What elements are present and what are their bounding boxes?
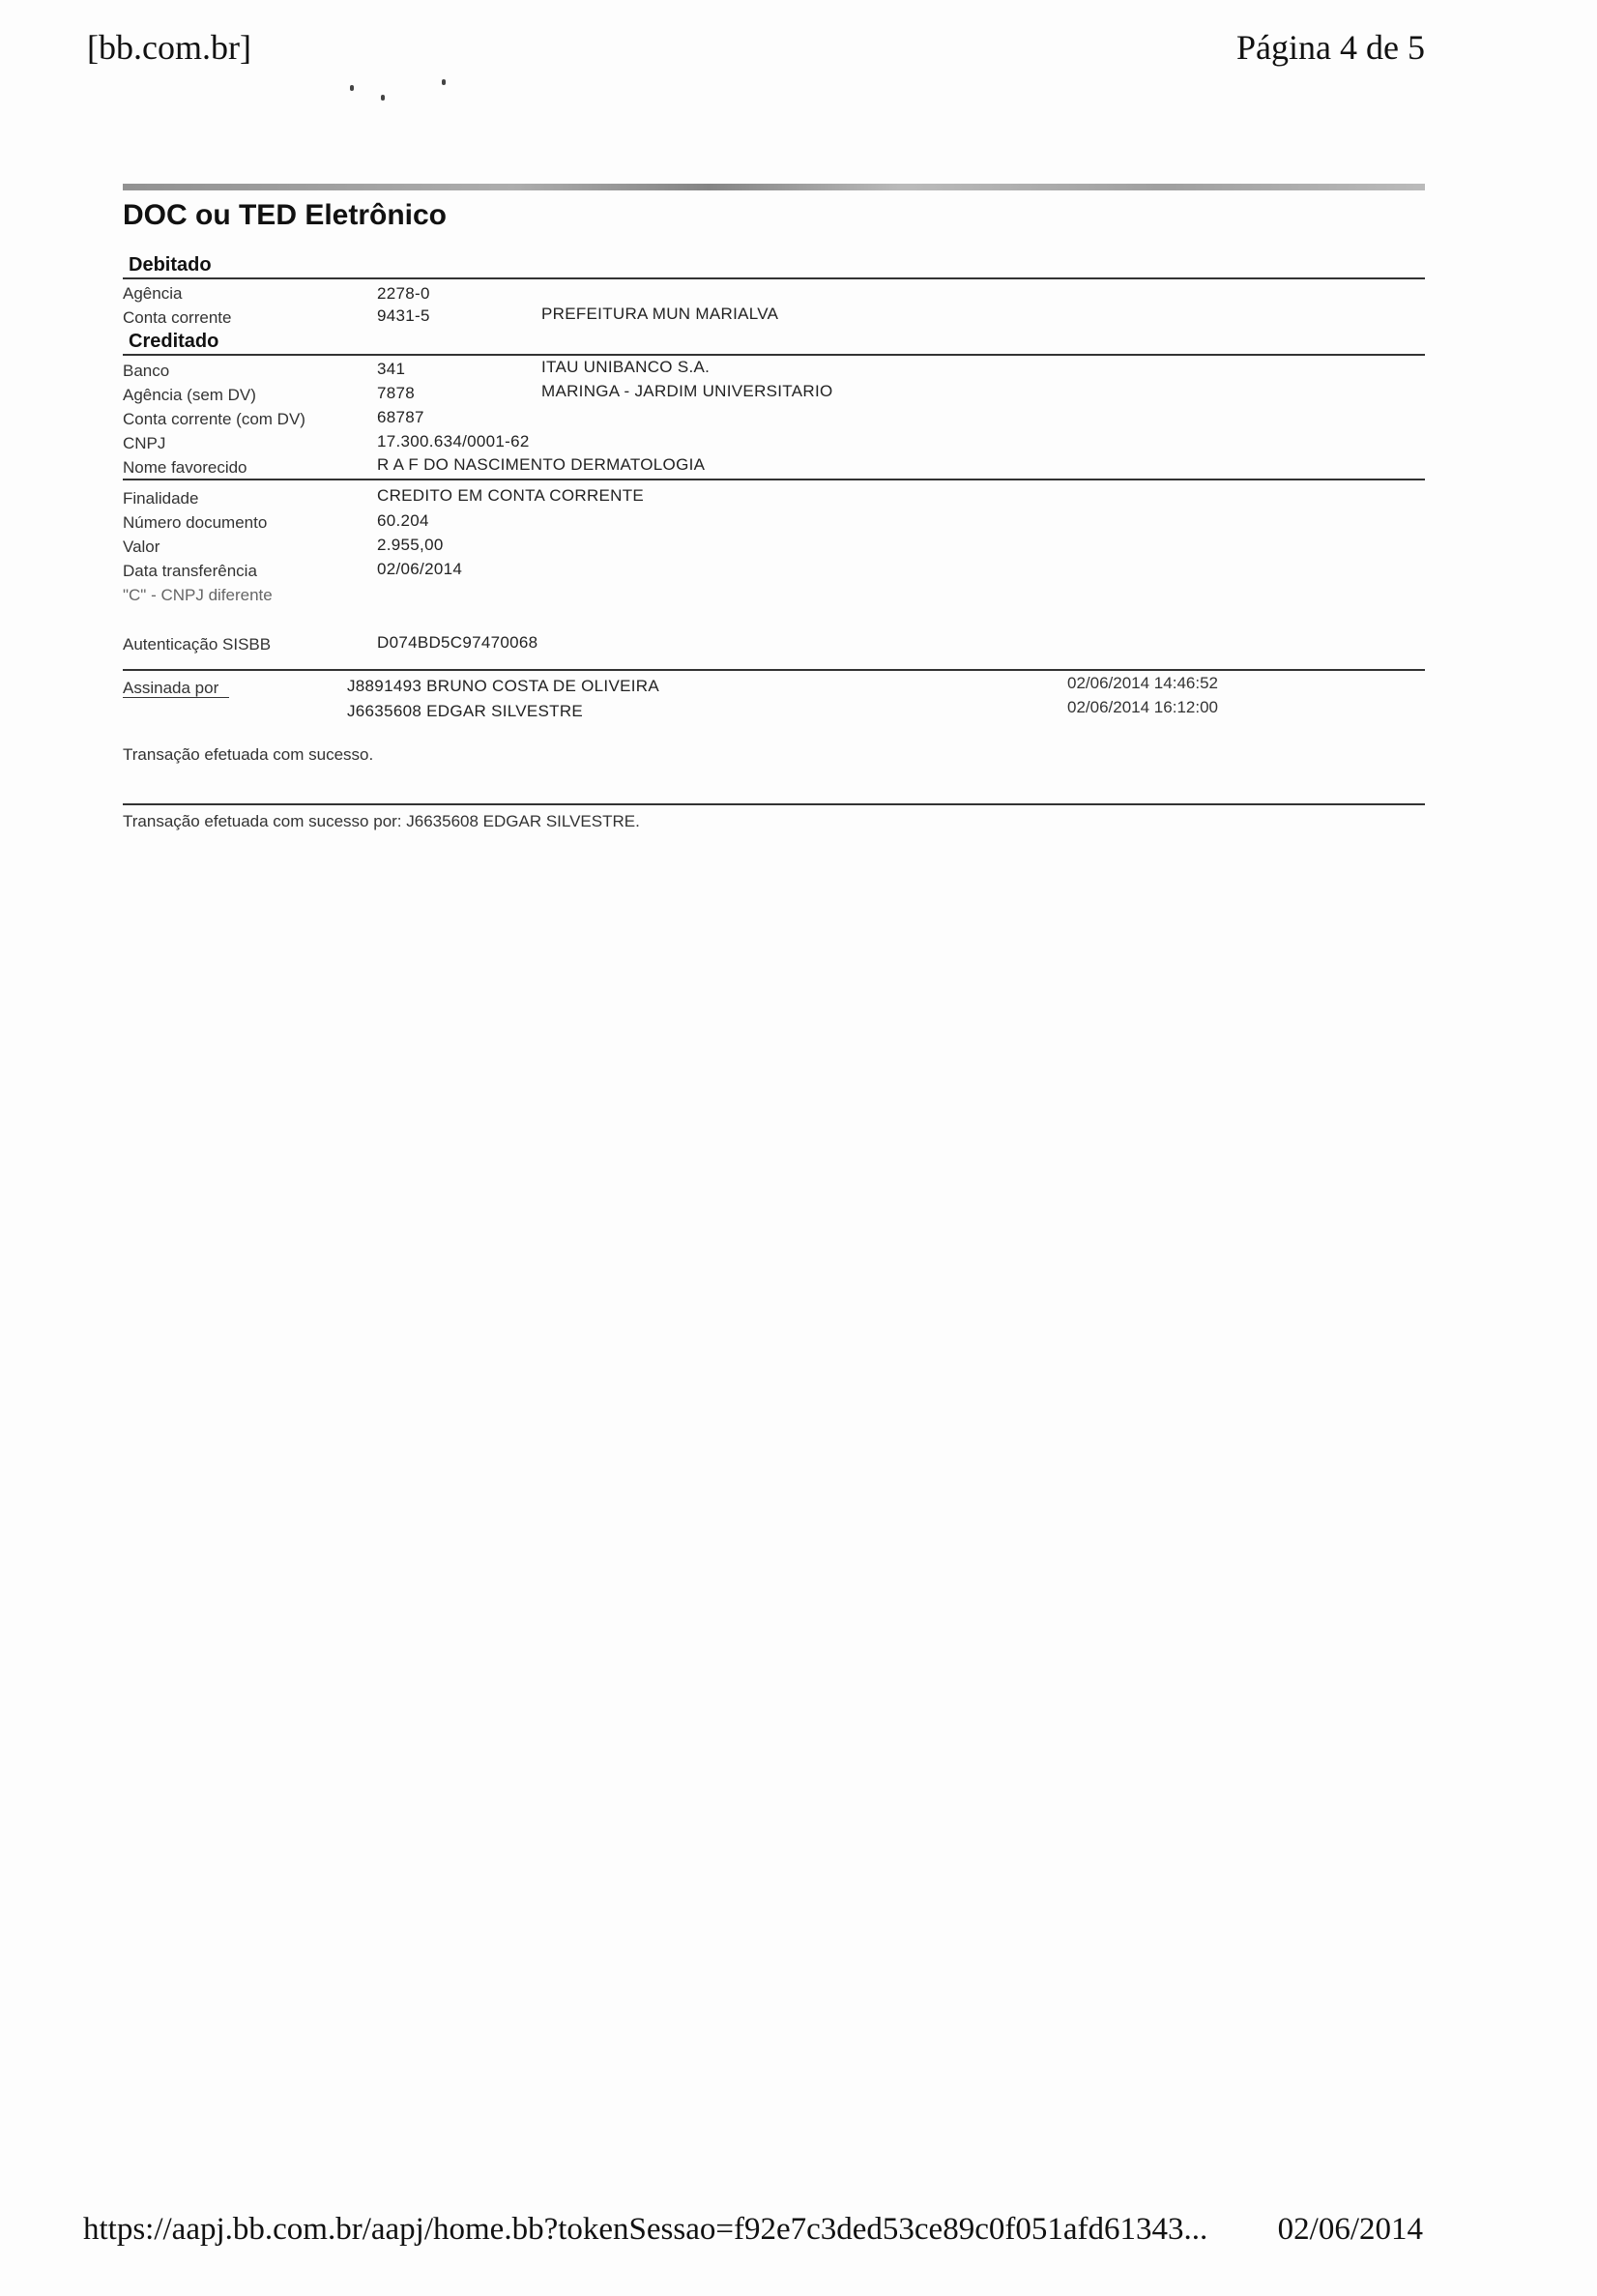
- signer-timestamp: 02/06/2014 14:46:52: [1067, 674, 1218, 692]
- scan-speck: [350, 85, 354, 91]
- label-banco: Banco: [123, 362, 170, 380]
- value-banco-nome: ITAU UNIBANCO S.A.: [541, 358, 711, 376]
- value-valor: 2.955,00: [377, 536, 444, 554]
- footer-date: 02/06/2014: [1277, 2212, 1423, 2247]
- signer-timestamp: 02/06/2014 16:12:00: [1067, 698, 1218, 716]
- label-valor: Valor: [123, 538, 160, 556]
- footer-url: https://aapj.bb.com.br/aapj/home.bb?tokenSessao=f92e7c3ded53ce89c0f051afd61343...: [83, 2212, 1208, 2247]
- section-creditado: Creditado: [129, 331, 219, 352]
- label-cnpj: CNPJ: [123, 434, 166, 452]
- label-finalidade: Finalidade: [123, 489, 199, 508]
- divider: [123, 277, 1425, 279]
- divider: [123, 669, 1425, 671]
- divider: [123, 354, 1425, 356]
- value-agencia-nome: MARINGA - JARDIM UNIVERSITARIO: [541, 382, 833, 400]
- value-conta-corrente: 9431-5: [377, 306, 430, 325]
- signer-name: J6635608 EDGAR SILVESTRE: [347, 702, 584, 720]
- page-indicator: Página 4 de 5: [1236, 28, 1425, 67]
- value-cnpj: 17.300.634/0001-62: [377, 432, 530, 450]
- scan-speck: [442, 79, 446, 85]
- label-conta-corrente: Conta corrente: [123, 308, 232, 327]
- label-agencia-sem-dv: Agência (sem DV): [123, 386, 256, 404]
- label-conta-com-dv: Conta corrente (com DV): [123, 410, 305, 428]
- scan-speck: [381, 95, 385, 101]
- underline: [123, 697, 229, 698]
- value-agencia-sem-dv: 7878: [377, 384, 416, 402]
- divider: [123, 803, 1425, 805]
- page-title: DOC ou TED Eletrônico: [123, 199, 448, 231]
- value-conta-com-dv: 68787: [377, 408, 424, 426]
- value-data-transferencia: 02/06/2014: [377, 560, 463, 578]
- value-autenticacao: D074BD5C97470068: [377, 633, 538, 652]
- cnpj-note: "C" - CNPJ diferente: [123, 586, 273, 604]
- label-nome-favorecido: Nome favorecido: [123, 458, 247, 477]
- section-debitado: Debitado: [129, 254, 212, 276]
- signer-name: J8891493 BRUNO COSTA DE OLIVEIRA: [347, 677, 659, 695]
- label-numero-documento: Número documento: [123, 513, 268, 532]
- status-by-message: Transação efetuada com sucesso por: J6635608 EDGAR SILVESTRE.: [123, 812, 640, 830]
- value-numero-documento: 60.204: [377, 511, 429, 530]
- value-agencia: 2278-0: [377, 284, 430, 303]
- label-assinada-por: Assinada por: [123, 679, 219, 697]
- label-autenticacao: Autenticação SISBB: [123, 635, 272, 654]
- value-conta-titular: PREFEITURA MUN MARIALVA: [541, 305, 779, 323]
- header-site: [bb.com.br]: [87, 28, 251, 67]
- value-banco: 341: [377, 360, 406, 378]
- label-data-transferencia: Data transferência: [123, 562, 257, 580]
- value-finalidade: CREDITO EM CONTA CORRENTE: [377, 486, 645, 505]
- title-rule: [123, 184, 1425, 190]
- divider: [123, 479, 1425, 480]
- label-agencia: Agência: [123, 284, 183, 303]
- value-nome-favorecido: R A F DO NASCIMENTO DERMATOLOGIA: [377, 455, 706, 474]
- status-message: Transação efetuada com sucesso.: [123, 745, 374, 764]
